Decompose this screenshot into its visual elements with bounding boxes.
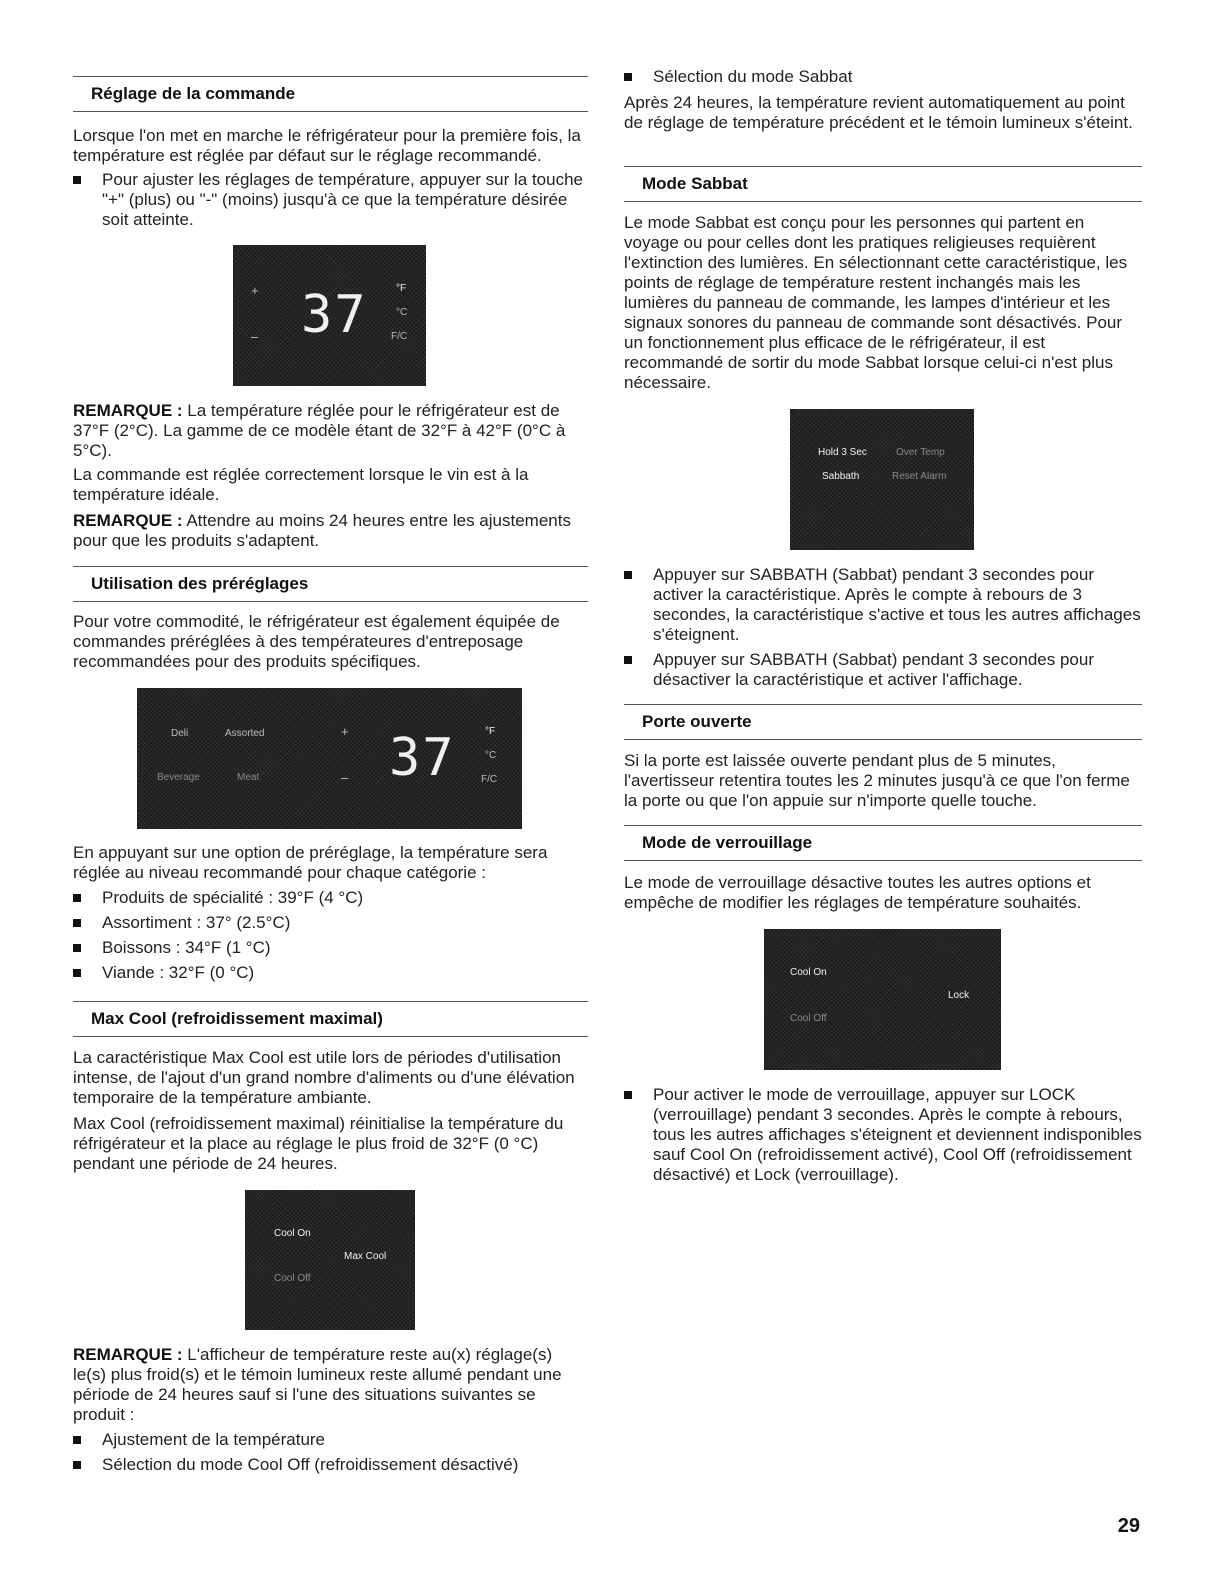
cool-on-label: Cool On: [790, 967, 827, 978]
over-temp-label: Over Temp: [896, 447, 945, 458]
paragraph: Si la porte est laissée ouverte pendant plus de 5 minutes, l'avertisseur retentira toutes les 2 minutes jusqu'à ce que l'on ferme la porte ou que l'on appuie sur n'importe quelle touche.: [624, 751, 1130, 810]
section-heading-preset: [73, 566, 588, 602]
list-item: Pour activer le mode de verrouillage, appuyer sur LOCK (verrouillage) pendant 3 secondes. Après le compte à rebours, tous les autres affichages s'éteignent et deviennent indisponibles sauf Cool On (refroidissement activé), Cool Off (refroidissement désactivé) et Lock (verrouillage).: [624, 1085, 1142, 1185]
paragraph: Le mode Sabbat est conçu pour les personnes qui partent en voyage ou pour celles dont les pratiques religieuses requièrent l'extinction des lumières. En sélectionnant cette caractéristique, les points de réglage de température restent inchangés mais les lumières du panneau de commande, les lampes d'intérieur et les signaux sonores du panneau de commande sont désactivés. Pour un fonctionnement plus efficace de le réfrigérateur, il est recommandé de sortir du mode Sabbat lorsque celui-ci n'est plus nécessaire.: [624, 213, 1128, 392]
list-item: Sélection du mode Sabbat: [624, 67, 1142, 87]
cool-off-label: Cool Off: [274, 1273, 311, 1284]
list-item: Pour ajuster les réglages de température, appuyer sur la touche "+" (plus) ou "-" (moins) jusqu'à ce que la température désirée soit atteinte.: [73, 170, 588, 230]
plus-label: +: [251, 283, 259, 298]
section-heading-text: Mode Sabbat: [642, 174, 748, 193]
list-item: Assortiment : 37° (2.5°C): [73, 913, 588, 933]
section-heading-sabbath: [624, 166, 1142, 202]
preset-panel-image: [137, 688, 522, 829]
section-heading-text: Mode de verrouillage: [642, 833, 813, 852]
section-heading-lock: [624, 825, 1142, 861]
fc-label: F/C: [391, 331, 408, 342]
fahrenheit-label: °F: [396, 283, 407, 294]
paragraph: En appuyant sur une option de préréglage, la température sera réglée au niveau recommandé pour chaque catégorie :: [73, 843, 548, 882]
note-paragraph: [73, 511, 588, 551]
note-text: L'afficheur de température reste au(x) réglage(s) le(s) plus froid(s) et le témoin lumineux reste allumé pendant une période de 24 heures sauf si l'une des situations suivantes se produit :: [73, 1345, 562, 1424]
maxcool-panel-image: [245, 1190, 415, 1330]
reset-alarm-label: Reset Alarm: [892, 471, 947, 482]
celsius-label: °C: [485, 750, 497, 761]
control-panel-image: [233, 245, 426, 386]
note-label: REMARQUE :: [73, 511, 183, 530]
max-cool-label: Max Cool: [344, 1251, 387, 1262]
bullet-list: [73, 1430, 588, 1480]
fahrenheit-label: °F: [485, 726, 496, 737]
paragraph: Pour votre commodité, le réfrigérateur est également équipée de commandes préréglées à des températeures d'entreposage recommandées pour des produits spécifiques.: [73, 612, 560, 671]
paragraph: Après 24 heures, la température revient automatiquement au point de réglage de température précédent et le témoin lumineux s'éteint.: [624, 93, 1133, 132]
list-item: Ajustement de la température: [73, 1430, 588, 1450]
plus-label: +: [341, 724, 349, 739]
paragraph: Le mode de verrouillage désactive toutes les autres options et empêche de modifier les réglages de température souhaités.: [624, 873, 1091, 912]
fc-label: F/C: [481, 774, 498, 785]
page-number: 29: [1117, 1515, 1140, 1537]
note-label: REMARQUE :: [73, 1345, 183, 1364]
list-item: Produits de spécialité : 39°F (4 °C): [73, 888, 588, 908]
deli-label: Deli: [171, 728, 189, 739]
meat-label: Meat: [237, 772, 260, 783]
section-heading-door: [624, 704, 1142, 740]
lock-label: Lock: [948, 990, 970, 1001]
minus-label: –: [341, 770, 349, 785]
bullet-list: [624, 67, 1142, 92]
sabbath-label: Sabbath: [822, 471, 860, 482]
sabbath-panel-image: [790, 409, 974, 550]
paragraph: La commande est réglée correctement lorsque le vin est à la température idéale.: [73, 465, 529, 504]
list-item: Viande : 32°F (0 °C): [73, 963, 588, 983]
section-heading-text: Porte ouverte: [642, 712, 752, 731]
list-item: Appuyer sur SABBATH (Sabbat) pendant 3 secondes pour activer la caractéristique. Après le compte à rebours de 3 secondes, la caractéristique s'active et tous les autres affichages s'éteignent.: [624, 565, 1142, 645]
paragraph: Max Cool (refroidissement maximal) réinitialise la température du réfrigérateur et la place au réglage le plus froid de 32°F (0 °C) pendant une période de 24 heures.: [73, 1114, 564, 1173]
bullet-list: [624, 1085, 1142, 1190]
list-item: Appuyer sur SABBATH (Sabbat) pendant 3 secondes pour désactiver la caractéristique et activer l'affichage.: [624, 650, 1142, 690]
note-text: Attendre au moins 24 heures entre les ajustements pour que les produits s'adaptent.: [73, 511, 571, 550]
assorted-label: Assorted: [225, 728, 265, 739]
bullet-list: [624, 565, 1142, 695]
cool-off-label: Cool Off: [790, 1013, 827, 1024]
beverage-label: Beverage: [157, 772, 200, 783]
note-paragraph: [73, 1345, 588, 1425]
list-item: Boissons : 34°F (1 °C): [73, 938, 588, 958]
hold-3-sec-label: Hold 3 Sec: [818, 447, 867, 458]
paragraph: La caractéristique Max Cool est utile lors de périodes d'utilisation intense, de l'ajout d'un grand nombre d'aliments ou d'une élévation temporaire de la température ambiante.: [73, 1048, 575, 1107]
note-paragraph: [73, 401, 588, 461]
section-heading-text: Réglage de la commande: [91, 84, 296, 103]
note-label: REMARQUE :: [73, 401, 183, 420]
temperature-display: 37: [389, 728, 456, 788]
section-heading-maxcool: [73, 1001, 588, 1037]
minus-label: –: [251, 329, 259, 344]
section-heading-text: Max Cool (refroidissement maximal): [91, 1009, 383, 1028]
bullet-list: [73, 888, 588, 988]
paragraph: Lorsque l'on met en marche le réfrigérateur pour la première fois, la température est réglée par défaut sur le réglage recommandé.: [73, 126, 581, 165]
section-heading-reglage: [73, 76, 588, 112]
temperature-display: 37: [301, 285, 368, 345]
bullet-list: [73, 170, 588, 235]
list-item: Sélection du mode Cool Off (refroidissement désactivé): [73, 1455, 588, 1475]
cool-on-label: Cool On: [274, 1228, 311, 1239]
celsius-label: °C: [396, 307, 408, 318]
section-heading-text: Utilisation des préréglages: [91, 574, 309, 593]
lock-panel-image: [764, 929, 1001, 1070]
note-text: La température réglée pour le réfrigérateur est de 37°F (2°C). La gamme de ce modèle étant de 32°F à 42°F (0°C à 5°C).: [73, 401, 566, 460]
